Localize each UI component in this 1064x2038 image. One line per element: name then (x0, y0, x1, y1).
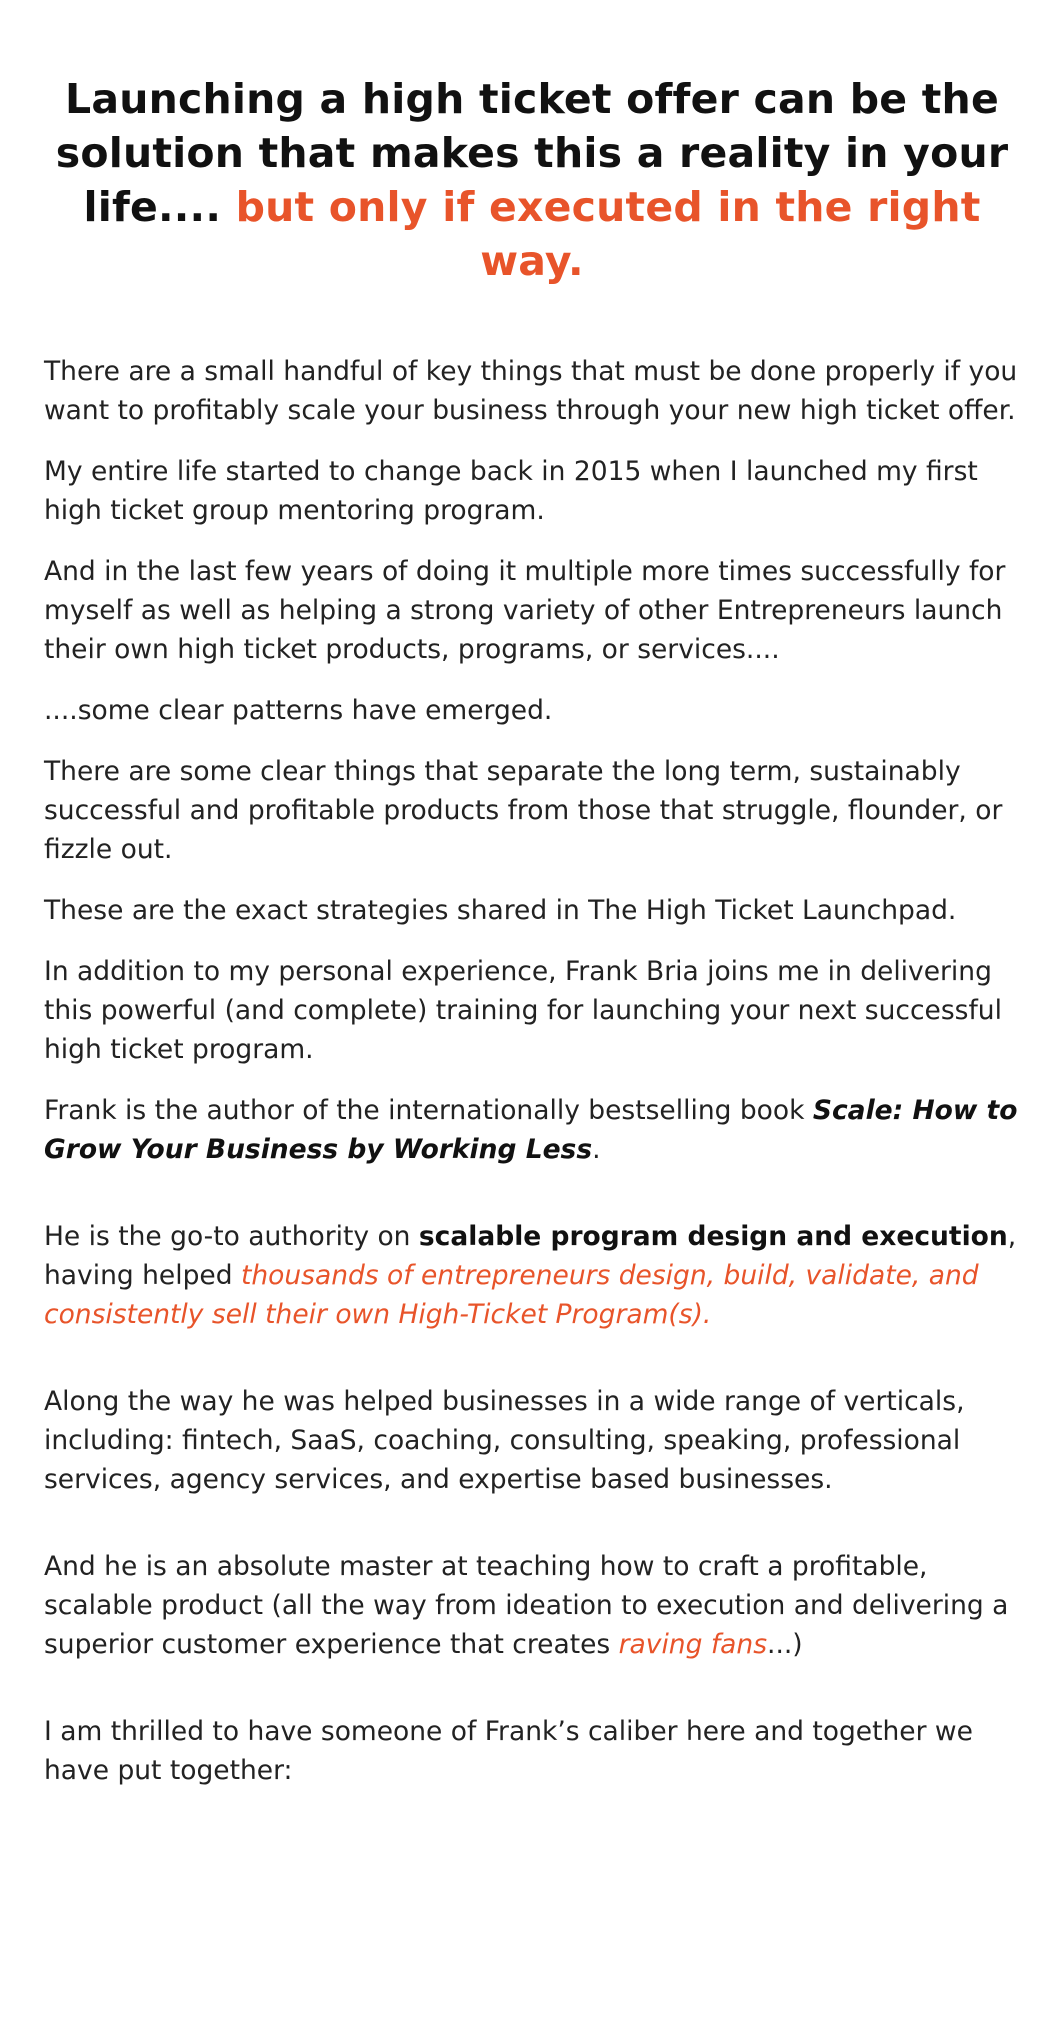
paragraph-intro: There are a small handful of key things that must be done properly if you want to profitably scale your business through your new high ticket offer. (44, 356, 1018, 426)
mastery-text: And he is an absolute master at teaching how to craft a profitable, scalable product (all the way from ideation to execution and delivering a superior customer experience that creates (44, 1551, 1009, 1660)
mastery-end: ...) (767, 1629, 803, 1660)
author-text: Frank is the author of the internationally bestselling book (44, 1095, 813, 1126)
paragraph-separators: There are some clear things that separate the long term, sustainably successful and profitable products from those that struggle, flounder, or fizzle out. (44, 756, 1003, 865)
authority-text: He is the go-to authority on (44, 1221, 419, 1252)
paragraph-authority (44, 1217, 1030, 1334)
headline-accent: but only if executed in the right way. (235, 183, 981, 285)
headline (40, 72, 1024, 288)
body-copy (44, 352, 1030, 1790)
raving-fans: raving fans (618, 1629, 768, 1660)
paragraph-strategies: These are the exact strategies shared in The High Ticket Launchpad. (44, 895, 957, 926)
paragraph-mastery (44, 1547, 1030, 1664)
authority-bold: scalable program design and execution (418, 1221, 1008, 1252)
book-title: Scale: How to Grow Your Business by Working Less (44, 1095, 1018, 1165)
paragraph-author (44, 1091, 1030, 1169)
author-period: . (592, 1134, 601, 1165)
paragraph-verticals: Along the way he was helped businesses in a wide range of verticals, including: fintech, SaaS, coaching, consulting, speaking, professional services, agency services, and expertise based businesses. (44, 1386, 965, 1495)
authority-middle: , having helped (44, 1221, 1017, 1291)
paragraph-story: My entire life started to change back in 2015 when I launched my first high ticket group mentoring program. (44, 456, 978, 526)
paragraph-closing: I am thrilled to have someone of Frank’s caliber here and together we have put together: (44, 1716, 973, 1786)
headline-main: Launching a high ticket offer can be the solution that makes this a reality in your life.... (55, 75, 1009, 231)
authority-accent: thousands of entrepreneurs design, build, validate, and consistently sell their own High-Ticket Program(s). (44, 1260, 979, 1330)
paragraph-patterns: ....some clear patterns have emerged. (44, 695, 553, 726)
paragraph-frank-intro: In addition to my personal experience, Frank Bria joins me in delivering this powerful (and complete) training for launching your next successful high ticket program. (44, 956, 1002, 1065)
paragraph-experience: And in the last few years of doing it multiple more times successfully for myself as well as helping a strong variety of other Entrepreneurs launch their own high ticket products, programs, or services.... (44, 556, 1006, 665)
